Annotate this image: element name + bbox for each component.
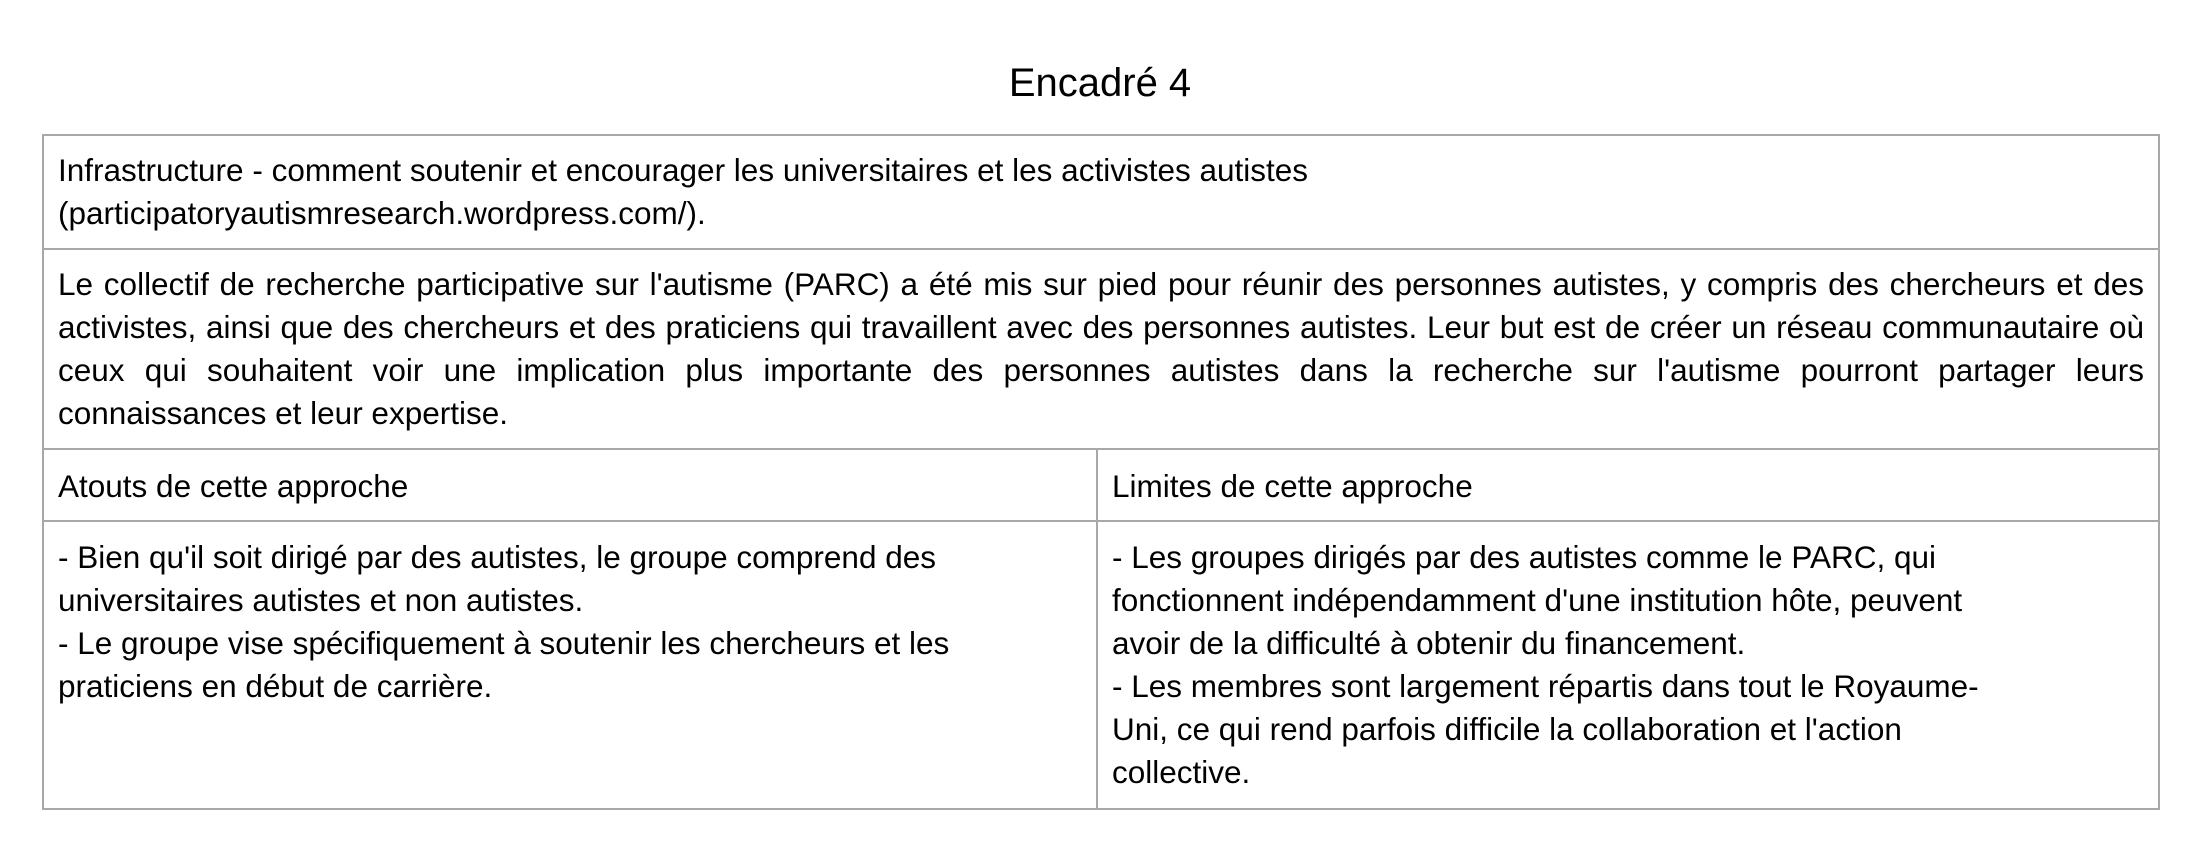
infrastructure-heading: Infrastructure - comment soutenir et encourager les universitaires et les activistes autistes xyxy=(58,152,1309,188)
limits-line: Uni, ce qui rend parfois difficile la collaboration et l'action xyxy=(1112,711,1902,747)
description-row xyxy=(43,249,2159,449)
limits-line: - Les membres sont largement répartis dans tout le Royaume- xyxy=(1112,668,1979,704)
infrastructure-row xyxy=(43,135,2159,249)
strengths-line: universitaires autistes et non autistes. xyxy=(58,582,584,618)
description-text: Le collectif de recherche participative sur l'autisme (PARC) a été mis sur pied pour réunir des personnes autistes, y compris des chercheurs et des activistes, ainsi que des chercheurs et des praticiens qui travaillent avec des personnes autistes. Leur but est de créer un réseau communautaire où ceux qui souhaitent voir une implication plus importante des personnes autistes dans la recherche sur l'autisme pourront partager leurs connaissances et leur expertise. xyxy=(58,266,2145,431)
strengths-header-label: Atouts de cette approche xyxy=(58,468,409,504)
strengths-line: - Bien qu'il soit dirigé par des autistes, le groupe comprend des xyxy=(58,539,937,575)
description-cell xyxy=(43,249,2159,449)
box-title: Encadré 4 xyxy=(1008,61,1192,105)
column-header-row xyxy=(43,449,2159,521)
strengths-cell xyxy=(43,521,1097,809)
limits-line: collective. xyxy=(1112,754,1251,790)
strengths-line: praticiens en début de carrière. xyxy=(58,668,493,704)
strengths-header xyxy=(43,449,1097,521)
limits-cell xyxy=(1097,521,2159,809)
limits-line: avoir de la difficulté à obtenir du financement. xyxy=(1112,625,1746,661)
limits-header xyxy=(1097,449,2159,521)
infrastructure-cell xyxy=(43,135,2159,249)
limits-line: fonctionnent indépendamment d'une institution hôte, peuvent xyxy=(1112,582,1963,618)
content-row xyxy=(43,521,2159,809)
limits-header-label: Limites de cette approche xyxy=(1112,468,1473,504)
limits-line: - Les groupes dirigés par des autistes comme le PARC, qui xyxy=(1112,539,1937,575)
info-box-table xyxy=(42,134,2160,810)
infrastructure-url: (participatoryautismresearch.wordpress.com/). xyxy=(58,195,706,231)
strengths-line: - Le groupe vise spécifiquement à soutenir les chercheurs et les xyxy=(58,625,950,661)
